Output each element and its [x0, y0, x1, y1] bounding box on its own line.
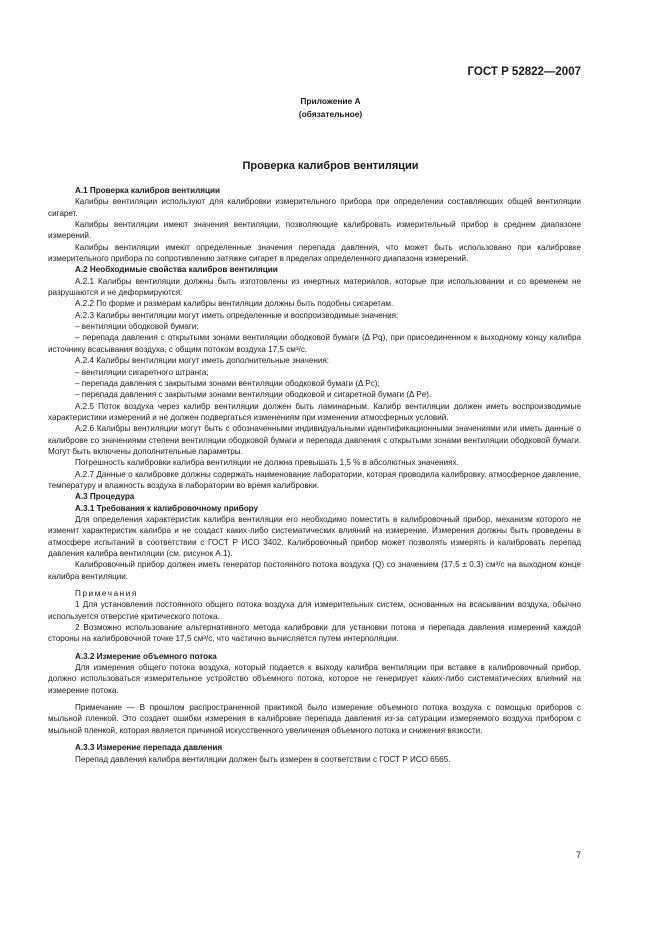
- list-item: – вентиляции сигаретного штранга;: [75, 367, 209, 377]
- section-heading: А.2 Необходимые свойства калибров вентиляции: [75, 265, 278, 275]
- paragraph: Калибры вентиляции имеют определенные значения перепада давления, что может быть использовано при калибровке измерительного прибора по сопротивлению затяжке сигарет в пределах определенного диапазона измерений.: [48, 242, 581, 264]
- paragraph: А.2.5 Поток воздуха через калибр вентиляции должен быть ламинарным. Калибр вентиляции должен иметь воспроизводимые характеристики измерений и не должен подвергаться изменениям при изменении атмосферных условий.: [48, 401, 581, 422]
- list-item: – вентиляции ободковой бумаги;: [75, 322, 199, 332]
- document-body: [48, 185, 581, 765]
- page-number: 7: [575, 850, 581, 860]
- appendix-label: Приложение А: [300, 96, 361, 106]
- section-heading: А.3 Процедура: [75, 492, 135, 502]
- note-item: 1 Для установления постоянного общего потока воздуха для измерительных систем, основанных на всасывании воздуха, обычно используется отверстие критического потока.: [48, 600, 581, 621]
- paragraph: А.2.7 Данные о калибровке должны содержать наименование лаборатории, которая проводила калибровку, атмосферное давление, температуру и влажность воздуха в лаборатории во время калибровки.: [48, 469, 581, 490]
- notes-heading: Примечания: [75, 589, 138, 599]
- page-title: Проверка калибров вентиляции: [242, 160, 419, 172]
- list-item: – перепада давления с открытыми зонами вентиляции ободковой бумаги (Δ Pq), при присоединенном к выходному концу калибра источнику всасывания воздуха, с общим потоком воздуха 17,5 см³/с.: [48, 333, 581, 354]
- paragraph: Калибры вентиляции используют для калибровки измерительного прибора при определении составляющих общей вентиляции сигарет.: [48, 197, 581, 218]
- subsection-heading: А.3.2 Измерение объемного потока: [75, 651, 217, 661]
- subsection-heading: А.3.1 Требования к калибровочному прибору: [75, 503, 259, 513]
- list-item: – перепада давления с закрытыми зонами вентиляции ободковой бумаги (Δ Pc);: [75, 378, 380, 388]
- paragraph: Калибровочный прибор должен иметь генератор постоянного потока воздуха (Q) со значением (17,5 ± 0,3) см³/с на выходном конце калибра вентиляции.: [48, 560, 581, 581]
- subsection-heading: А.3.3 Измерение перепада давления: [75, 743, 223, 753]
- paragraph: А.2.4 Калибры вентиляции могут иметь дополнительные значения:: [75, 356, 330, 366]
- note-paragraph: Примечание — В прошлом распространенной практикой было измерение объемного потока воздуха с помощью приборов с мыльной пленкой. Это создает ошибки измерения в калибровке перепада давления из-за сатурации измеряемого воздуха прибором с мыльной пленкой, которая является причиной искусственного увеличения объемного потока и снижения вязкости.: [48, 703, 581, 735]
- section-heading: А.1 Проверка калибров вентиляции: [75, 186, 220, 195]
- document-number: ГОСТ Р 52822—2007: [467, 66, 581, 78]
- paragraph: Для определения характеристик калибра вентиляции его необходимо поместить в калибровочный прибор, механизм которого не изменит характеристик калибра и не создаст каких-либо систематических влияний на измерение. Измерения должны быть проведены в атмосфере испытаний в соответствии с ГОСТ Р ИСО 3402. Калибровочный прибор может позволять измерять и калибровать перепад давления калибра вентиляции (см. рисунок А.1).: [48, 514, 581, 558]
- paragraph: Калибры вентиляции имеют значения вентиляции, позволяющие калибровать измерительный прибор в среднем диапазоне измерений.: [48, 220, 581, 241]
- paragraph: Перепад давления калибра вентиляции должен быть измерен в соответствии с ГОСТ Р ИСО 6565.: [75, 754, 451, 764]
- appendix-status: (обязательное): [298, 109, 363, 119]
- list-item: – перепада давления с закрытыми зонами вентиляции ободковой и сигаретной бумаги (Δ Pe).: [75, 390, 432, 400]
- paragraph: А.2.2 По форме и размерам калибры вентиляции должны быть подобны сигаретам.: [75, 299, 394, 309]
- note-item: 2 Возможно использование альтернативного метода калибровки для установки потока и перепада давления измерений каждой стороны на калибровочной точке 17,5 см³/с, что частично вычисляется путем интерполяции.: [48, 623, 581, 644]
- paragraph: А.2.3 Калибры вентиляции могут иметь определенные и воспроизводимые значения:: [75, 310, 399, 320]
- paragraph: Погрешность калибровки калибра вентиляции не должна превышать 1,5 % в абсолютных значениях.: [75, 458, 459, 468]
- paragraph: А.2.1 Калибры вентиляции должны быть изготовлены из инертных материалов, которые при использовании и со временем не разрушаются и не деформируются.: [48, 276, 581, 298]
- paragraph: А.2.6 Калибры вентиляции могут быть с обозначенными индивидуальными идентификационными значениями или иметь данные о калиброве со значениями степени вентиляции ободковой бумаги и перепада давления с открытыми зонами вентиляции ободковой бумаги. Могут быть включены дополнительные параметры.: [48, 424, 581, 456]
- paragraph: Для измерения общего потока воздуха, который подается к выходу калибра вентиляции при вставке в калибровочный прибор, должно использоваться измерительное устройство объемного потока, которое не генерирует каких-либо систематических влияний на измерение потока.: [48, 663, 581, 695]
